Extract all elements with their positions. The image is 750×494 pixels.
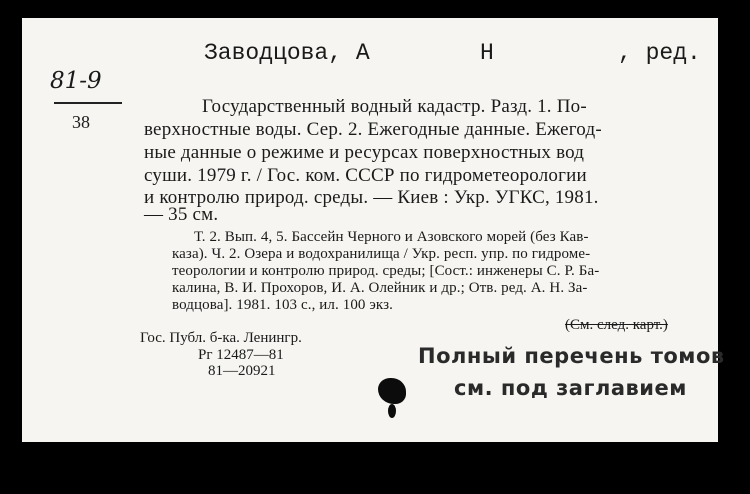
main-line-2: верхностные воды. Сер. 2. Ежегодные данные. Ежегод-	[144, 119, 602, 140]
heading-initial: Н	[480, 40, 494, 66]
main-line-6: — 35 см.	[144, 204, 219, 225]
call-number-bottom: 38	[72, 112, 90, 132]
call-number-divider	[54, 102, 122, 104]
heading-author: Заводцова, А	[204, 40, 370, 66]
note-line-1: Т. 2. Вып. 4, 5. Бассейн Черного и Азовского морей (без Кав-	[194, 229, 589, 245]
stamp-line-2: см. под заглавием	[454, 376, 687, 400]
catalog-card	[22, 18, 725, 442]
call-number-top: 81-9	[50, 68, 102, 94]
main-line-1: Государственный водный кадастр. Разд. 1. По-	[202, 96, 587, 117]
library-accession: Рг 12487—81	[198, 347, 284, 363]
main-line-5: и контролю природ. среды. — Киев : Укр. УГКС, 1981.	[144, 187, 599, 208]
library-name: Гос. Публ. б-ка. Ленингр.	[140, 330, 302, 346]
library-number: 81—20921	[208, 363, 276, 379]
stamp-line-1: Полный перечень томов	[418, 344, 725, 368]
ink-blot-drip	[388, 404, 396, 418]
ink-blot	[378, 378, 406, 404]
heading-role: , ред.	[618, 40, 701, 66]
see-also-note: (См. след. карт.)	[565, 317, 668, 333]
note-line-5: водцова]. 1981. 103 с., ил. 100 экз.	[172, 297, 393, 313]
main-line-3: ные данные о режиме и ресурсах поверхностных вод	[144, 142, 585, 163]
main-line-4: суши. 1979 г. / Гос. ком. СССР по гидрометеорологии	[144, 165, 587, 186]
note-line-3: теорологии и контролю природ. среды; [Сост.: инженеры С. Р. Ба-	[172, 263, 600, 279]
note-line-4: калина, В. И. Прохоров, И. А. Олейник и др.; Отв. ред. А. Н. За-	[172, 280, 588, 296]
note-line-2: каза). Ч. 2. Озера и водохранилища / Укр. респ. упр. по гидроме-	[172, 246, 591, 262]
